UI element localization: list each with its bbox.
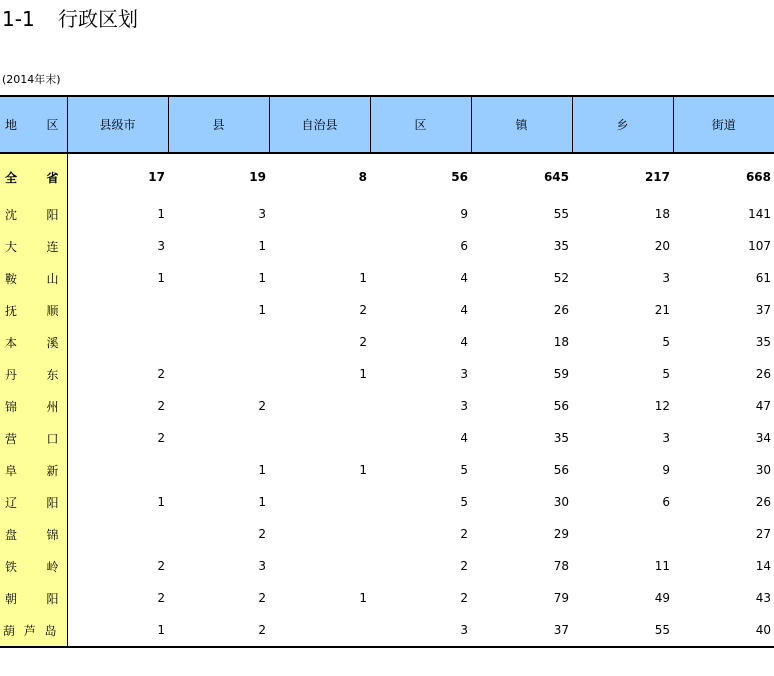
region-cell — [0, 550, 67, 582]
cell-autonomous-county: 1 — [359, 463, 367, 477]
cell-county-city: 2 — [157, 591, 165, 605]
cell-county: 3 — [258, 559, 266, 573]
table-row — [0, 262, 774, 294]
cell-county-city: 1 — [157, 271, 165, 285]
cell-county-city: 2 — [157, 431, 165, 445]
region-char: 全 — [5, 170, 18, 185]
cell-district: 5 — [460, 495, 468, 509]
cell-county-city: 2 — [157, 367, 165, 381]
cell-township: 217 — [644, 170, 670, 184]
region-cell — [0, 198, 67, 230]
cell-district: 3 — [460, 399, 468, 413]
header-township: 乡 — [572, 96, 673, 153]
table-row — [0, 582, 774, 614]
cell-autonomous-county: 1 — [359, 591, 367, 605]
header-town: 镇 — [471, 96, 572, 153]
cell-autonomous-county: 8 — [358, 170, 367, 184]
cell-district: 3 — [370, 614, 471, 647]
region-char: 鞍 — [5, 271, 18, 286]
cell-town: 645 — [543, 170, 569, 184]
cell-county: 2 — [168, 614, 269, 647]
table-row — [0, 294, 774, 326]
cell-district: 4 — [460, 335, 468, 349]
cell-district: 2 — [460, 591, 468, 605]
cell-autonomous-county — [269, 614, 370, 647]
cell-county: 1 — [258, 271, 266, 285]
header-county-city: 县级市 — [67, 96, 168, 153]
header-subdistrict: 街道 — [673, 96, 774, 153]
region-cell — [0, 153, 67, 198]
cell-township: 49 — [654, 591, 670, 605]
cell-autonomous-county — [269, 550, 370, 582]
region-cell — [0, 422, 67, 454]
cell-township: 12 — [654, 399, 670, 413]
cell-town: 37 — [471, 614, 572, 647]
cell-subdistrict: 37 — [755, 303, 771, 317]
cell-township: 55 — [572, 614, 673, 647]
table-row — [0, 230, 774, 262]
region-char: 沈 — [5, 207, 18, 222]
cell-subdistrict: 47 — [755, 399, 771, 413]
cell-county: 19 — [249, 170, 266, 184]
header-region — [0, 96, 67, 153]
region-char: 连 — [46, 239, 59, 254]
cell-autonomous-county: 1 — [359, 271, 367, 285]
region-char: 铁 — [5, 559, 18, 574]
cell-township: 6 — [662, 495, 670, 509]
cell-township: 20 — [654, 239, 670, 253]
cell-county-city — [67, 294, 168, 326]
page-title — [2, 6, 138, 32]
cell-county: 3 — [258, 207, 266, 221]
cell-county-city — [67, 518, 168, 550]
cell-subdistrict: 26 — [755, 367, 771, 381]
cell-town: 26 — [553, 303, 569, 317]
region-cell — [0, 358, 67, 390]
header-autonomous-county: 自治县 — [269, 96, 370, 153]
cell-county-city: 2 — [157, 399, 165, 413]
cell-subdistrict: 107 — [748, 239, 771, 253]
cell-district: 2 — [460, 527, 468, 541]
header-row — [0, 96, 774, 153]
cell-subdistrict: 668 — [745, 170, 771, 184]
cell-autonomous-county — [269, 518, 370, 550]
cell-county-city: 3 — [157, 239, 165, 253]
region-char: 新 — [46, 463, 59, 478]
region-char: 岛 — [44, 623, 57, 638]
cell-autonomous-county: 1 — [359, 367, 367, 381]
region-cell — [0, 262, 67, 294]
cell-subdistrict: 141 — [748, 207, 771, 221]
cell-district: 56 — [451, 170, 468, 184]
region-char: 芦 — [23, 623, 36, 638]
cell-town: 78 — [553, 559, 569, 573]
region-cell — [0, 454, 67, 486]
cell-subdistrict: 43 — [755, 591, 771, 605]
region-char: 州 — [46, 399, 59, 414]
region-char: 岭 — [46, 559, 59, 574]
cell-town: 56 — [553, 463, 569, 477]
region-char: 东 — [46, 367, 59, 382]
cell-subdistrict: 14 — [755, 559, 771, 573]
header-region-char-2: 区 — [46, 118, 59, 132]
cell-town: 35 — [553, 239, 569, 253]
header-district: 区 — [370, 96, 471, 153]
cell-town: 56 — [553, 399, 569, 413]
cell-subdistrict: 27 — [755, 527, 771, 541]
region-cell — [0, 390, 67, 422]
region-char: 口 — [46, 431, 59, 446]
cell-district: 4 — [460, 303, 468, 317]
title-number: 1-1 — [2, 7, 35, 31]
table-row — [0, 486, 774, 518]
table-row — [0, 518, 774, 550]
cell-autonomous-county — [269, 486, 370, 518]
cell-township: 3 — [662, 431, 670, 445]
region-char: 阜 — [5, 463, 18, 478]
cell-county — [168, 422, 269, 454]
cell-county — [168, 358, 269, 390]
cell-county-city — [67, 454, 168, 486]
cell-county: 2 — [258, 399, 266, 413]
cell-town: 55 — [553, 207, 569, 221]
region-char: 抚 — [5, 303, 18, 318]
cell-county-city: 1 — [67, 614, 168, 647]
table-row — [0, 550, 774, 582]
table-row — [0, 326, 774, 358]
region-cell — [0, 582, 67, 614]
cell-autonomous-county — [269, 422, 370, 454]
region-cell — [0, 326, 67, 358]
region-char: 营 — [5, 431, 18, 446]
header-county: 县 — [168, 96, 269, 153]
region-char: 丹 — [5, 367, 18, 382]
region-char: 大 — [5, 239, 18, 254]
title-text: 行政区划 — [58, 7, 138, 31]
cell-autonomous-county: 2 — [359, 303, 367, 317]
cell-subdistrict: 34 — [755, 431, 771, 445]
cell-autonomous-county — [269, 198, 370, 230]
admin-division-table — [0, 95, 774, 648]
cell-town: 30 — [553, 495, 569, 509]
cell-autonomous-county: 2 — [359, 335, 367, 349]
table-row — [0, 614, 774, 647]
cell-town: 59 — [553, 367, 569, 381]
region-cell — [0, 230, 67, 262]
cell-autonomous-county — [269, 390, 370, 422]
cell-town: 35 — [553, 431, 569, 445]
cell-county-city: 1 — [157, 495, 165, 509]
cell-subdistrict: 40 — [673, 614, 774, 647]
region-cell — [0, 614, 67, 647]
region-char: 锦 — [46, 527, 59, 542]
cell-town: 79 — [553, 591, 569, 605]
cell-township: 3 — [662, 271, 670, 285]
table-row — [0, 153, 774, 198]
cell-county: 2 — [258, 527, 266, 541]
region-char: 山 — [46, 271, 59, 286]
cell-county-city: 2 — [157, 559, 165, 573]
year-note: (2014年末) — [2, 73, 61, 86]
region-char: 朝 — [5, 591, 18, 606]
table-body — [0, 153, 774, 647]
cell-district: 4 — [460, 431, 468, 445]
cell-county-city: 17 — [148, 170, 165, 184]
table-row — [0, 358, 774, 390]
region-char: 阳 — [46, 207, 59, 222]
cell-township: 5 — [662, 367, 670, 381]
region-char: 盘 — [5, 527, 18, 542]
cell-county — [168, 326, 269, 358]
cell-town: 52 — [553, 271, 569, 285]
table-row — [0, 390, 774, 422]
region-cell — [0, 518, 67, 550]
cell-township: 21 — [654, 303, 670, 317]
cell-district: 5 — [460, 463, 468, 477]
region-char: 省 — [46, 170, 59, 185]
region-char: 溪 — [46, 335, 59, 350]
region-char: 锦 — [5, 399, 18, 414]
header-region-char-1: 地 — [5, 118, 18, 132]
cell-subdistrict: 61 — [755, 271, 771, 285]
cell-county: 2 — [258, 591, 266, 605]
cell-autonomous-county — [269, 230, 370, 262]
cell-subdistrict: 26 — [755, 495, 771, 509]
cell-district: 6 — [460, 239, 468, 253]
table-row — [0, 422, 774, 454]
cell-county-city: 1 — [157, 207, 165, 221]
cell-township: 9 — [662, 463, 670, 477]
cell-district: 3 — [460, 367, 468, 381]
cell-county: 1 — [258, 495, 266, 509]
cell-township — [572, 518, 673, 550]
region-char: 本 — [5, 335, 18, 350]
cell-district: 9 — [460, 207, 468, 221]
cell-township: 5 — [662, 335, 670, 349]
region-char: 顺 — [46, 303, 59, 318]
cell-subdistrict: 30 — [755, 463, 771, 477]
cell-county: 1 — [258, 303, 266, 317]
cell-town: 18 — [553, 335, 569, 349]
cell-township: 18 — [654, 207, 670, 221]
region-cell — [0, 294, 67, 326]
cell-subdistrict: 35 — [755, 335, 771, 349]
table-row — [0, 198, 774, 230]
cell-county: 1 — [258, 463, 266, 477]
cell-county-city — [67, 326, 168, 358]
region-char: 阳 — [46, 591, 59, 606]
cell-township: 11 — [654, 559, 670, 573]
cell-district: 2 — [460, 559, 468, 573]
region-char: 葫 — [3, 623, 16, 638]
table-row — [0, 454, 774, 486]
cell-county: 1 — [258, 239, 266, 253]
region-char: 阳 — [46, 495, 59, 510]
region-cell — [0, 486, 67, 518]
cell-town: 29 — [553, 527, 569, 541]
region-char: 辽 — [5, 495, 18, 510]
cell-district: 4 — [460, 271, 468, 285]
